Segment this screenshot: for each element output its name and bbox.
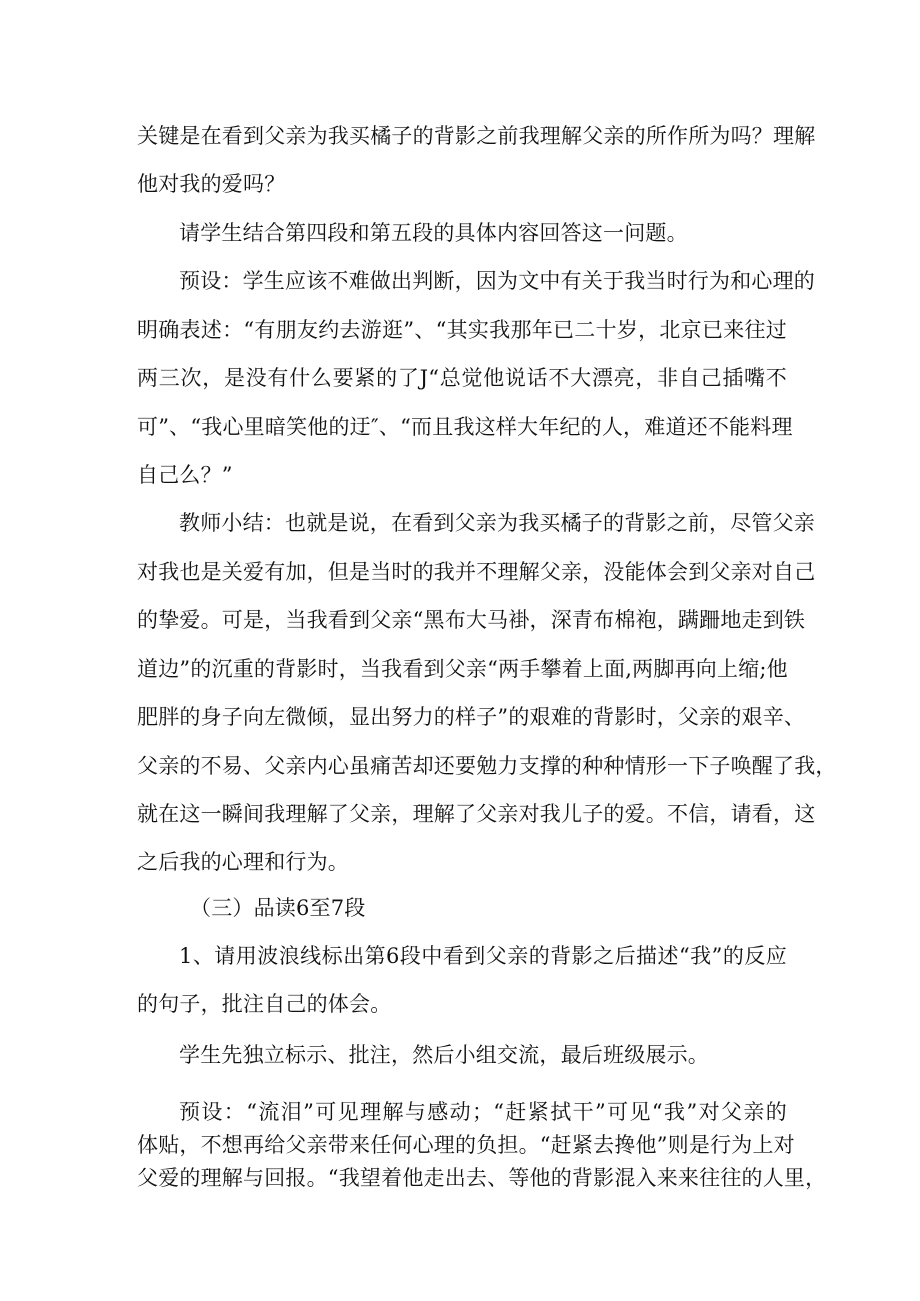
paragraph-line: 体贴，不想再给父亲带来任何心理的负担。“赶紧去搀他”则是行为上对: [137, 1133, 795, 1157]
paragraph-line: 对我也是关爱有加，但是当时的我并不理解父亲，没能体会到父亲对自己: [137, 560, 816, 584]
paragraph-line: 关键是在看到父亲为我买橘子的背影之前我理解父亲的所作所为吗？理解: [137, 124, 816, 148]
paragraph-line: 预设：“流泪”可见理解与感动；“赶紧拭干”可见“我”对父亲的: [179, 1100, 787, 1124]
paragraph-line: 请学生结合第四段和第五段的具体内容回答这一问题。: [179, 221, 688, 245]
paragraph-line: 的挚爱。可是，当我看到父亲“黑布大马褂，深青布棉袍，蹒跚地走到铁: [137, 608, 806, 632]
section-heading: （三）品读6至7段: [190, 896, 366, 920]
paragraph-line: 的句子，批注自己的体会。: [137, 992, 392, 1016]
paragraph-line: 学生先独立标示、批注，然后小组交流，最后班级展示。: [179, 1043, 709, 1067]
paragraph-line: 明确表述：“有朋友约去游逛”、“其实我那年已二十岁，北京已来往过: [137, 318, 787, 342]
paragraph-line: 之后我的心理和行为。: [137, 850, 349, 874]
paragraph-line: 自己么？”: [137, 463, 233, 487]
paragraph-line: 可”、“我心里暗笑他的迂″、“而且我这样大年纪的人，难道还不能料理: [137, 415, 793, 439]
paragraph-line: 道边”的沉重的背影时，当我看到父亲“两手攀着上面,两脚再向上缩;他: [137, 657, 788, 681]
paragraph-line: 他对我的爱吗？: [137, 172, 286, 196]
paragraph-line: 预设：学生应该不难做出判断，因为文中有关于我当时行为和心理的: [179, 269, 815, 293]
paragraph-line: 两三次，是没有什么要紧的了J“总觉他说话不大漂亮，非自己插嘴不: [137, 366, 787, 390]
paragraph-line: 就在这一瞬间我理解了父亲，理解了父亲对我儿子的爱。不信，请看，这: [137, 802, 816, 826]
paragraph-line: 肥胖的身子向左微倾，显出努力的样子”的艰难的背影时，父亲的艰辛、: [137, 705, 806, 729]
paragraph-line: 1、请用波浪线标出第6段中看到父亲的背影之后描述“我”的反应: [179, 944, 787, 968]
paragraph-line: 父爱的理解与回报。“我望着他走出去、等他的背影混入来来往往的人里，: [137, 1166, 827, 1190]
paragraph-line: 教师小结：也就是说，在看到父亲为我买橘子的背影之前，尽管父亲: [179, 511, 815, 535]
paragraph-line: 父亲的不易、父亲内心虽痛苦却还要勉力支撑的种种情形一下子唤醒了我，: [137, 754, 837, 778]
